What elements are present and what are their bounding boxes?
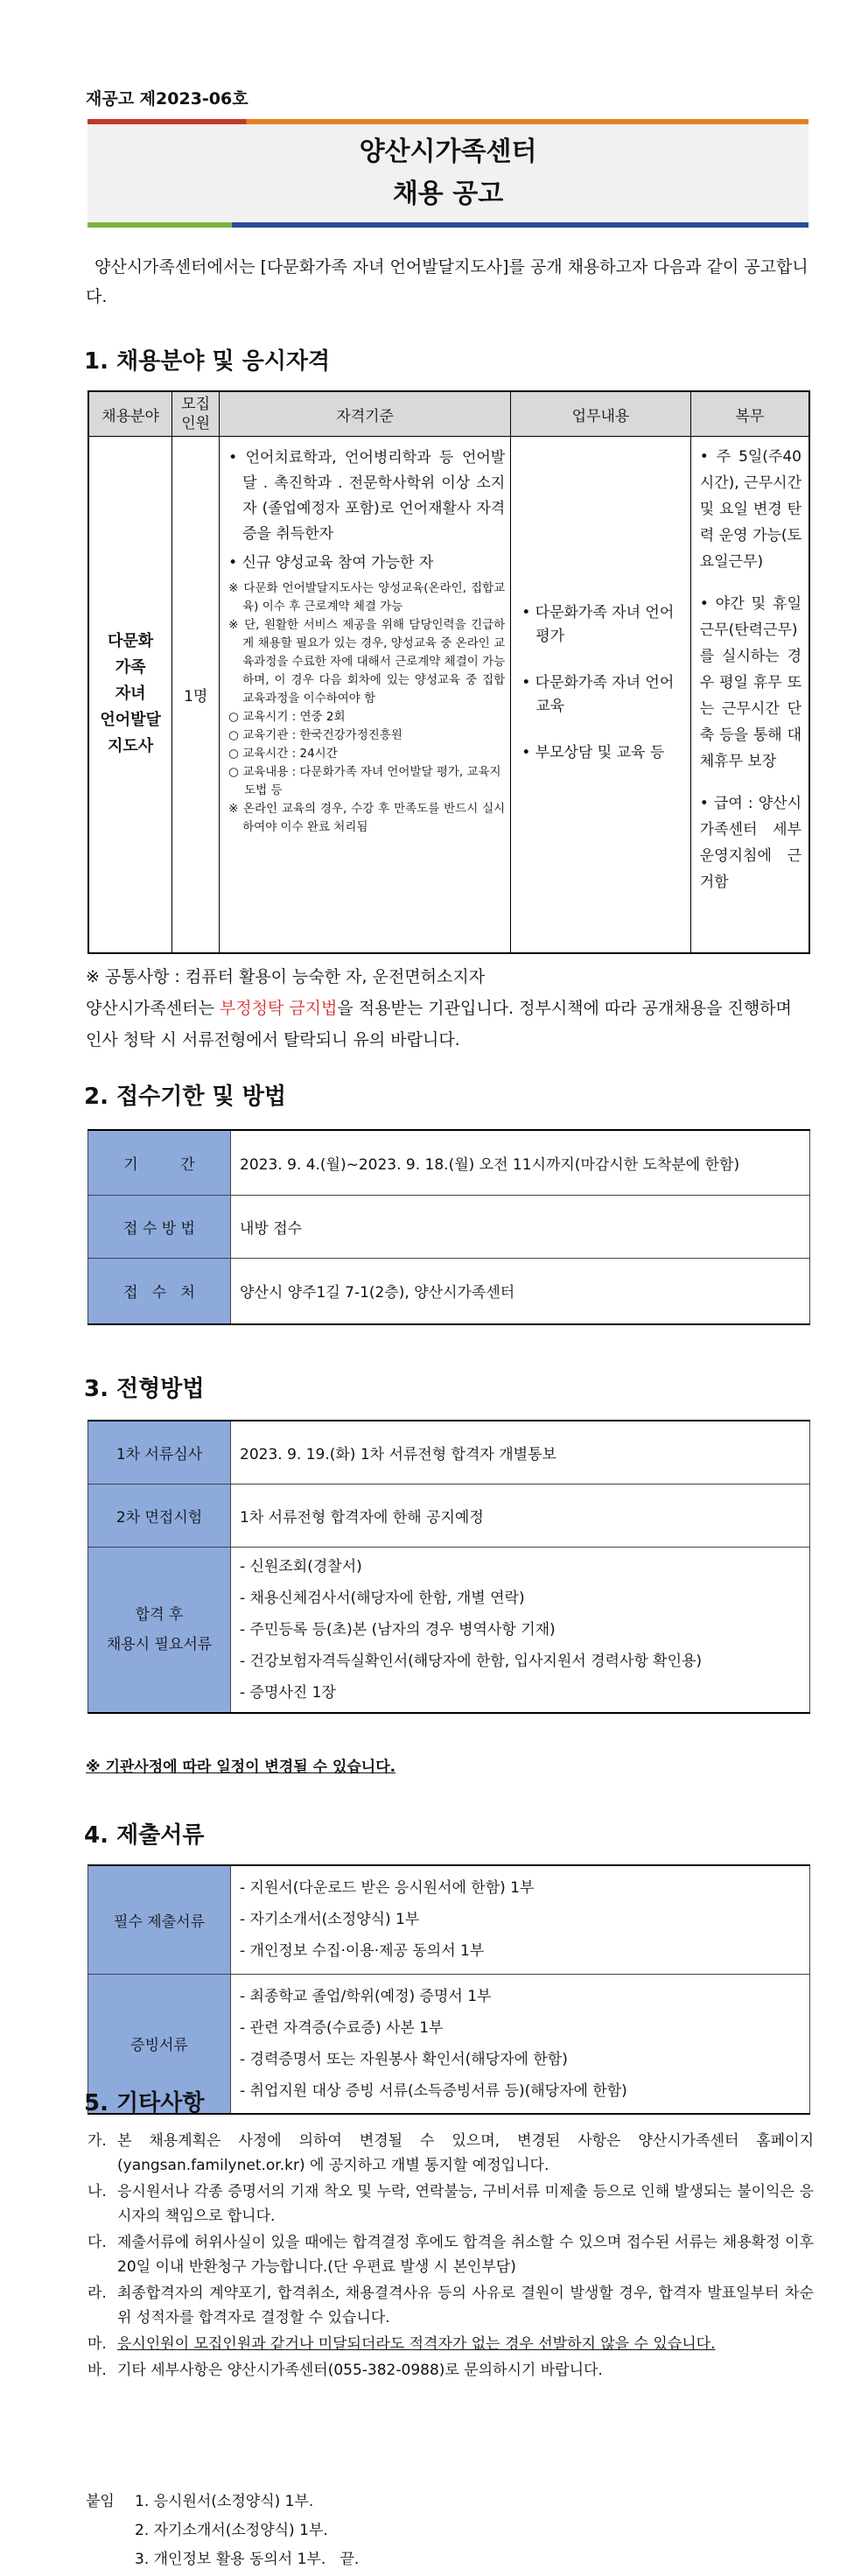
- attachments-list: [135, 2488, 359, 2574]
- etc-text: 기타 세부사항은 양산시가족센터(055-382-0988)로 문의하시기 바랍니다.: [117, 2362, 603, 2379]
- qual-sub: ○ 교육기관 : 한국건강가정진흥원: [228, 728, 402, 742]
- document-item: - 취업지원 대상 증빙 서류(소득증빙서류 등)(해당자에 한함): [240, 2081, 627, 2100]
- quals-cell: [220, 437, 511, 953]
- documents-value: [231, 1865, 810, 1974]
- application-value: 2023. 9. 4.(월)~2023. 9. 18.(월) 오전 11시까지(마감시한 도착분에 한함): [231, 1130, 810, 1195]
- section-title-4: 4. 제출서류: [84, 1822, 205, 1849]
- attachment-item: 1. 응시원서(소정양식) 1부.: [135, 2493, 314, 2510]
- selection-row: [88, 1547, 810, 1713]
- application-row: [88, 1258, 810, 1324]
- etc-list: [88, 2129, 814, 2384]
- etc-mark: 다.: [88, 2234, 107, 2251]
- policy-notice: [86, 993, 812, 1056]
- qual-item: • 언어치료학과, 언어병리학과 등 언어발달 . 촉진학과 . 전문학사학위 이상 소지자 (졸업예정자 포함)로 언어재활사 자격증을 취득한자: [228, 449, 506, 543]
- qual-sub: ○ 교육내용 : 다문화가족 자녀 언어발달 평가, 교육지도법 등: [228, 765, 501, 797]
- required-doc-item: - 건강보험자격득실확인서(해당자에 한함, 입사지원서 경력사항 확인용): [240, 1652, 703, 1670]
- selection-value: 1차 서류전형 합격자에 한해 공지예정: [231, 1484, 810, 1547]
- etc-text: 제출서류에 허위사실이 있을 때에는 합격결정 후에도 합격을 취소할 수 있으며 접수된 서류는 채용확정 이후 20일 이내 반환청구 가능합니다.(단 우편료 발생 시 본인부담): [117, 2234, 814, 2276]
- documents-row: [88, 1865, 810, 1974]
- schedule-warning: ※ 기관사정에 따라 일정이 변경될 수 있습니다.: [86, 1758, 396, 1776]
- recruit-table-header: [88, 391, 809, 437]
- application-row: [88, 1130, 810, 1195]
- title-box: [88, 124, 808, 222]
- etc-mark: 나.: [88, 2183, 107, 2200]
- header-field: 채용분야: [88, 391, 172, 437]
- duties-cell: [511, 437, 691, 953]
- etc-text: 응시원서나 각종 증명서의 기재 착오 및 누락, 연락불능, 구비서류 미제출 등으로 인해 발생되는 불이익은 응시자의 책임으로 합니다.: [117, 2183, 814, 2225]
- field-cell: [88, 437, 172, 953]
- duty-item: • 다문화가족 자녀 언어교육: [522, 673, 675, 715]
- etc-mark: 마.: [88, 2335, 107, 2353]
- application-label: 기 간: [88, 1130, 231, 1195]
- header-count: 모집 인원: [172, 391, 220, 437]
- required-doc-item: - 증명사진 1장: [240, 1683, 336, 1702]
- attachments: [86, 2488, 359, 2574]
- section-title-5: 5. 기타사항: [84, 2090, 205, 2116]
- required-doc-item: - 주민등록 등(초)본 (남자의 경우 병역사항 기재): [240, 1620, 556, 1639]
- qual-sub: ○ 교육시기 : 연중 2회: [228, 710, 346, 724]
- required-doc-item: - 채용신체검사서(해당자에 한함, 개별 연락): [240, 1589, 525, 1607]
- after-label-2: 채용시 필요서류: [106, 1635, 213, 1653]
- header-quals: 자격기준: [220, 391, 511, 437]
- common-note: ※ 공통사항 : 컴퓨터 활용이 능숙한 자, 운전면허소지자: [86, 967, 486, 986]
- documents-table: [88, 1864, 810, 2115]
- doc-number: 재공고 제2023-06호: [86, 89, 248, 109]
- qual-note: ※ 단, 원활한 서비스 제공을 위해 담당인력을 긴급하게 채용할 필요가 있는 경우, 양성교육 중 온라인 교육과정을 수료한 자에 대해서 근로계약 체결이 가능하며, 이 경우 다음 회차에 있는 양성교육 중 집합 교육과정을 이수하여야 함: [228, 618, 506, 705]
- etc-item: [88, 2179, 814, 2229]
- etc-item: [88, 2332, 814, 2356]
- benefit-item: • 주 5일(주40시간), 근무시간 및 요일 변경 탄력 운영 가능(토요일근무): [699, 448, 802, 571]
- policy-highlight: 부정청탁 금지법: [219, 999, 338, 1018]
- duty-item: • 부모상담 및 교육 등: [522, 743, 665, 762]
- etc-text: 본 채용계획은 사정에 의하여 변경될 수 있으며, 변경된 사항은 양산시가족센터 홈페이지(yangsan.familynet.or.kr) 에 공지하고 개별 통지할 예정입니다.: [117, 2132, 814, 2174]
- selection-value: [231, 1547, 810, 1713]
- title-subject: 채용 공고: [392, 179, 504, 209]
- benefits-cell: [690, 437, 809, 953]
- benefit-item: • 야간 및 휴일근무(탄력근무)를 실시하는 경우 평일 휴무 또는 근무시간 단축 등을 통해 대체휴무 보장: [699, 595, 802, 770]
- qual-note: ※ 온라인 교육의 경우, 수강 후 만족도를 반드시 실시하여야 이수 완료 처리됨: [228, 802, 506, 834]
- qual-sub: ○ 교육시간 : 24시간: [228, 747, 338, 761]
- application-row: [88, 1195, 810, 1258]
- recruit-table-row: [88, 437, 809, 953]
- policy-before: 양산시가족센터는: [86, 999, 220, 1018]
- required-doc-item: - 신원조회(경찰서): [240, 1557, 362, 1576]
- selection-label: [88, 1547, 231, 1713]
- selection-value: 2023. 9. 19.(화) 1차 서류전형 합격자 개별통보: [231, 1421, 810, 1484]
- selection-label: 2차 면접시험: [88, 1484, 231, 1547]
- etc-text: 응시인원이 모집인원과 같거나 미달되더라도 적격자가 없는 경우 선발하지 않을 수 있습니다.: [117, 2335, 716, 2353]
- etc-item: [88, 2230, 814, 2279]
- intro-text: 양산시가족센터에서는 [다문화가족 자녀 언어발달지도사]를 공개 채용하고자 다음과 같이 공고합니다.: [86, 257, 808, 306]
- etc-text: 최종합격자의 계약포기, 합격취소, 채용결격사유 등의 사유로 결원이 발생할 경우, 합격자 발표일부터 차순위 성적자를 합격자로 결정할 수 있습니다.: [117, 2285, 814, 2327]
- after-label-1: 합격 후: [135, 1605, 184, 1624]
- selection-table: [88, 1420, 810, 1714]
- etc-item: [88, 2129, 814, 2178]
- application-label: 접 수 처: [88, 1258, 231, 1324]
- document-item: - 개인정보 수집·이용·제공 동의서 1부: [240, 1942, 485, 1961]
- section-title-2: 2. 접수기한 및 방법: [84, 1084, 286, 1110]
- attachment-item: 2. 자기소개서(소정양식) 1부.: [135, 2522, 328, 2539]
- etc-item: [88, 2358, 814, 2383]
- document-item: - 최종학교 졸업/학위(예정) 증명서 1부: [240, 1987, 492, 2005]
- duty-item: • 다문화가족 자녀 언어평가: [522, 603, 675, 645]
- application-table: [88, 1129, 810, 1325]
- application-value: 양산시 양주1길 7-1(2층), 양산시가족센터: [231, 1258, 810, 1324]
- documents-label: 필수 제출서류: [88, 1865, 231, 1974]
- document-item: - 지원서(다운로드 받은 응시원서에 한함) 1부: [240, 1879, 535, 1898]
- etc-mark: 바.: [88, 2362, 107, 2379]
- document-item: - 관련 자격증(수료증) 사본 1부: [240, 2018, 444, 2037]
- benefit-item: • 급여 : 양산시가족센터 세부운영지침에 근거함: [699, 795, 802, 891]
- document-item: - 경력증명서 또는 자원봉사 확인서(해당자에 한함): [240, 2050, 568, 2068]
- application-value: 내방 접수: [231, 1195, 810, 1258]
- section-title-3: 3. 전형방법: [84, 1376, 205, 1402]
- title-org: 양산시가족센터: [359, 137, 537, 167]
- recruit-table: [88, 390, 810, 954]
- application-label: 접 수 방 법: [88, 1195, 231, 1258]
- qual-note: ※ 다문화 언어발달지도사는 양성교육(온라인, 집합교육) 이수 후 근로계약 체결 가능: [228, 581, 506, 614]
- policy-after: 을 적용받는 기관입니다. 정부시책에 따라 공개채용을 진행하며 인사 청탁 시 서류전형에서 탈락되니 유의 바랍니다.: [86, 999, 792, 1049]
- documents-label: 증빙서류: [88, 1974, 231, 2114]
- selection-row: [88, 1484, 810, 1547]
- attachments-label: 붙임: [86, 2493, 115, 2510]
- header-duties: 업무내용: [511, 391, 691, 437]
- section-title-1: 1. 채용분야 및 응시자격: [84, 348, 331, 375]
- selection-label: 1차 서류심사: [88, 1421, 231, 1484]
- field-name: 다문화 가족 자녀 언어발달 지도사: [100, 632, 161, 756]
- header-benefits: 복무: [690, 391, 809, 437]
- etc-mark: 라.: [88, 2285, 107, 2302]
- attachment-item: 3. 개인정보 활용 동의서 1부. 끝.: [135, 2551, 360, 2568]
- document-item: - 자기소개서(소정양식) 1부: [240, 1911, 420, 1929]
- etc-item: [88, 2281, 814, 2330]
- documents-value: [231, 1974, 810, 2114]
- etc-mark: 가.: [88, 2132, 107, 2150]
- title-bar-bottom: [88, 222, 808, 228]
- qual-item: • 신규 양성교육 참여 가능한 자: [228, 554, 434, 572]
- count-cell: 1명: [172, 437, 220, 953]
- selection-row: [88, 1421, 810, 1484]
